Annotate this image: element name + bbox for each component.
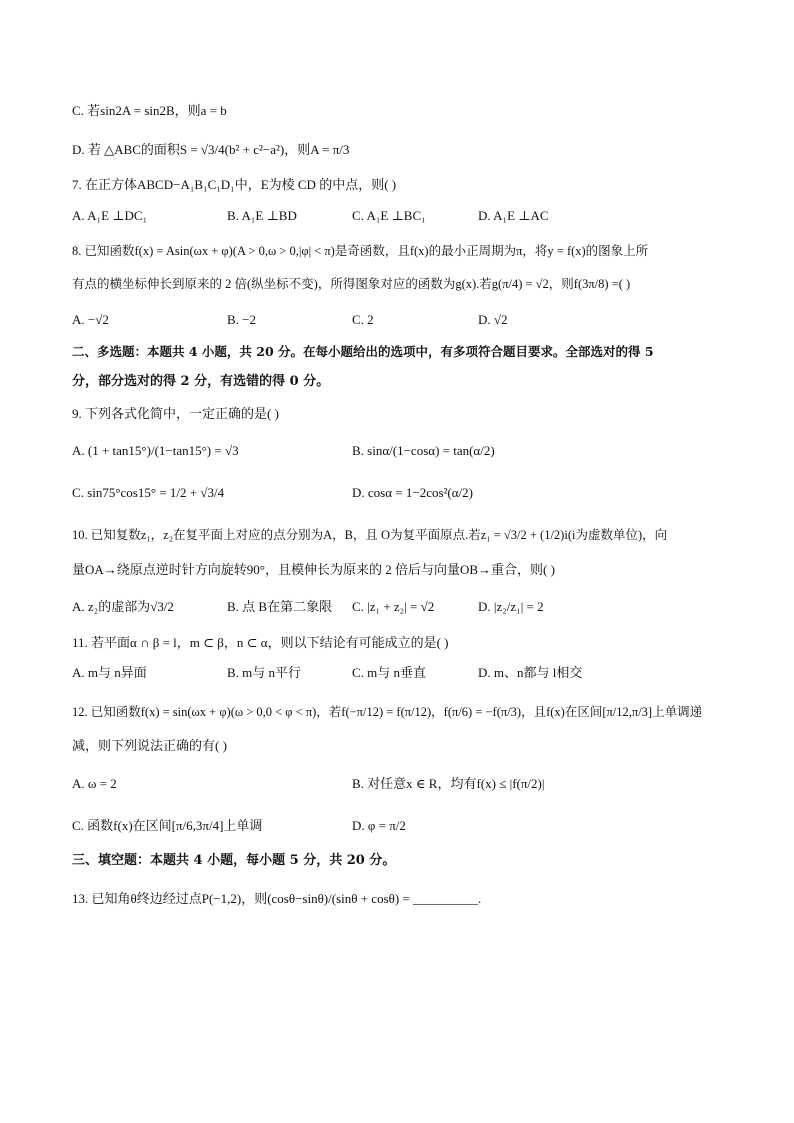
q7-option-d: D. A₁E ⊥AC [478,208,549,223]
q11-option-d: D. m、n都与 l相交 [478,665,583,680]
q9-stem: 9. 下列各式化简中，一定正确的是( ) [72,406,279,421]
q11-option-a: A. m与 n异面 [72,665,147,680]
section-3-heading: 三、填空题：本题共 4 小题，每小题 5 分，共 20 分。 [72,853,396,868]
q10-option-a: A. z₂的虚部为√3/2 [72,599,174,614]
q8-option-b: B. −2 [227,312,257,327]
q8-option-a: A. −√2 [72,312,109,327]
q11-stem: 11. 若平面α ∩ β = l，m ⊂ β，n ⊂ α，则以下结论有可能成立的是( ) [72,635,449,650]
q13-stem: 13. 已知角θ终边经过点P(−1,2)，则(cosθ−sinθ)/(sinθ + cosθ) = __________. [72,891,482,906]
q7-option-c: C. A₁E ⊥BC₁ [352,208,426,223]
q12-option-a: A. ω = 2 [72,776,117,791]
q7-option-a: A. A₁E ⊥DC₁ [72,208,148,223]
q6-option-c: C. 若sin2A = sin2B，则a = b [72,103,227,118]
q11-option-c: C. m与 n垂直 [352,665,427,680]
q9-option-c: C. sin75°cos15° = 1/2 + √3/4 [72,485,225,500]
section-2-heading-cont: 分，部分选对的得 2 分，有选错的得 0 分。 [72,374,330,389]
q10-option-b: B. 点 B在第二象限 [227,599,333,614]
q9-option-b: B. sinα/(1−cosα) = tan(α/2) [352,443,495,458]
q11-option-b: B. m与 n平行 [227,665,302,680]
q12-option-d: D. φ = π/2 [352,818,406,833]
q10-option-d: D. |z₂/z₁| = 2 [478,599,544,614]
q8-option-d: D. √2 [478,312,508,327]
q10-option-c: C. |z₁ + z₂| = √2 [352,599,435,614]
q10-stem-line2: 量OA→绕原点逆时针方向旋转90°，且模伸长为原来的 2 倍后与向量OB→重合，则( ) [72,562,555,577]
q12-stem-line2: 减，则下列说法正确的有( ) [72,738,227,753]
q10-stem-line1: 10. 已知复数z₁，z₂在复平面上对应的点分别为A，B，且 O为复平面原点.若z₁ = √3/2 + (1/2)i(i为虚数单位)，向 [72,528,668,542]
q8-stem-line1: 8. 已知函数f(x) = Asin(ωx + φ)(A > 0,ω > 0,|φ| < π)是奇函数，且f(x)的最小正周期为π，将y = f(x)的图象上所 [72,244,649,258]
q6-option-d: D. 若 △ABC的面积S = √3/4(b² + c²−a²)，则A = π/3 [72,142,350,157]
q7-option-b: B. A₁E ⊥BD [227,208,297,223]
q12-option-c: C. 函数f(x)在区间[π/6,3π/4]上单调 [72,818,263,833]
section-2-heading: 二、多选题：本题共 4 小题，共 20 分。在每小题给出的选项中，有多项符合题目要求。全部选对的得 5 [72,344,654,359]
q8-stem-line2: 有点的横坐标伸长到原来的 2 倍(纵坐标不变)，所得图象对应的函数为g(x).若g(π/4) = √2，则f(3π/8) =( ) [72,277,631,291]
q9-option-a: A. (1 + tan15°)/(1−tan15°) = √3 [72,443,239,458]
q7-stem: 7. 在正方体ABCD−A₁B₁C₁D₁中，E为棱 CD 的中点，则( ) [72,177,397,192]
q12-stem-line1: 12. 已知函数f(x) = sin(ωx + φ)(ω > 0,0 < φ < π)，若f(−π/12) = f(π/12)，f(π/6) = −f(π/3)，且f(x)在区间[π/12,π/3]上单调递 [72,705,703,719]
q9-option-d: D. cosα = 1−2cos²(α/2) [352,485,473,500]
q12-option-b: B. 对任意x ∈ R，均有f(x) ≤ |f(π/2)| [352,776,545,791]
q8-option-c: C. 2 [352,312,374,327]
